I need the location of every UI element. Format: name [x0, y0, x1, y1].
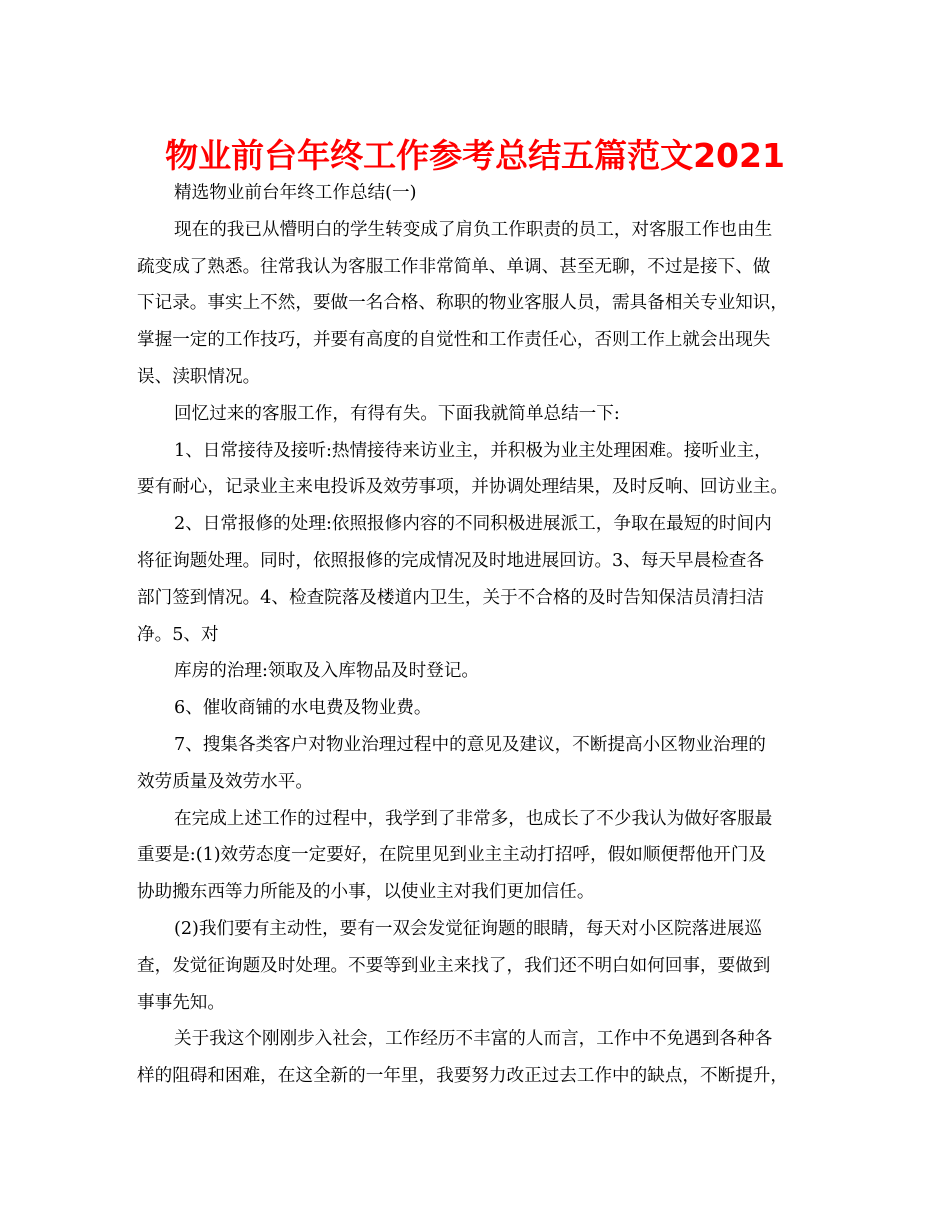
body-line: 在完成上述工作的过程中，我学到了非常多，也成长了不少我认为做好客服最 — [174, 808, 773, 829]
body-line: 净。5、对 — [137, 624, 219, 645]
body-line: 7、搜集各类客户对物业治理过程中的意见及建议，不断提高小区物业治理的 — [174, 734, 766, 755]
body-line: 库房的治理:领取及入库物品及时登记。 — [174, 661, 480, 682]
document-title: 物业前台年终工作参考总结五篇范文2021 — [165, 136, 785, 175]
body-line: 6、催收商铺的水电费及物业费。 — [174, 698, 432, 719]
document-body — [137, 175, 827, 1095]
body-line: 现在的我已从懵明白的学生转变成了肩负工作职责的员工，对客服工作也由生 — [174, 219, 773, 240]
body-line: 样的阻碍和困难，在这全新的一年里，我要努力改正过去工作中的缺点，不断提升， — [137, 1066, 788, 1087]
body-line: 误、渎职情况。 — [137, 366, 261, 387]
body-line: 部门签到情况。4、检查院落及楼道内卫生，关于不合格的及时告知保洁员清扫洁 — [137, 587, 764, 608]
body-line: 效劳质量及效劳水平。 — [137, 771, 313, 792]
body-line: 重要是:(1)效劳态度一定要好，在院里见到业主主动打招呼，假如顺便帮他开门及 — [137, 845, 767, 866]
body-line: 2、日常报修的处理:依照报修内容的不同积极进展派工，争取在最短的时间内 — [174, 514, 772, 535]
body-line: 协助搬东西等力所能及的小事，以使业主对我们更加信任。 — [137, 882, 595, 903]
body-line: 要有耐心，记录业主来电投诉及效劳事项，并协调处理结果，及时反响、回访业主。 — [137, 477, 788, 498]
body-line: 1、日常接待及接听:热情接待来访业主，并积极为业主处理困难。接听业主， — [174, 440, 772, 461]
body-line: 精选物业前台年终工作总结(一) — [174, 183, 417, 203]
body-line: 掌握一定的工作技巧，并要有高度的自觉性和工作责任心，否则工作上就会出现失 — [137, 330, 771, 351]
body-line: 关于我这个刚刚步入社会，工作经历不丰富的人而言，工作中不免遇到各种各 — [174, 1029, 773, 1050]
body-line: (2)我们要有主动性，要有一双会发觉征询题的眼睛，每天对小区院落进展巡 — [174, 918, 762, 939]
body-line: 下记录。事实上不然，要做一名合格、称职的物业客服人员，需具备相关专业知识， — [137, 293, 788, 314]
body-line: 疏变成了熟悉。往常我认为客服工作非常简单、单调、甚至无聊，不过是接下、做 — [137, 256, 771, 277]
body-line: 回忆过来的客服工作，有得有失。下面我就简单总结一下: — [174, 403, 620, 424]
body-line: 查，发觉征询题及时处理。不要等到业主来找了，我们还不明白如何回事，要做到 — [137, 955, 771, 976]
body-line: 事事先知。 — [137, 992, 225, 1013]
body-line: 将征询题处理。同时，依照报修的完成情况及时地进展回访。3、每天早晨检查各 — [137, 550, 764, 571]
